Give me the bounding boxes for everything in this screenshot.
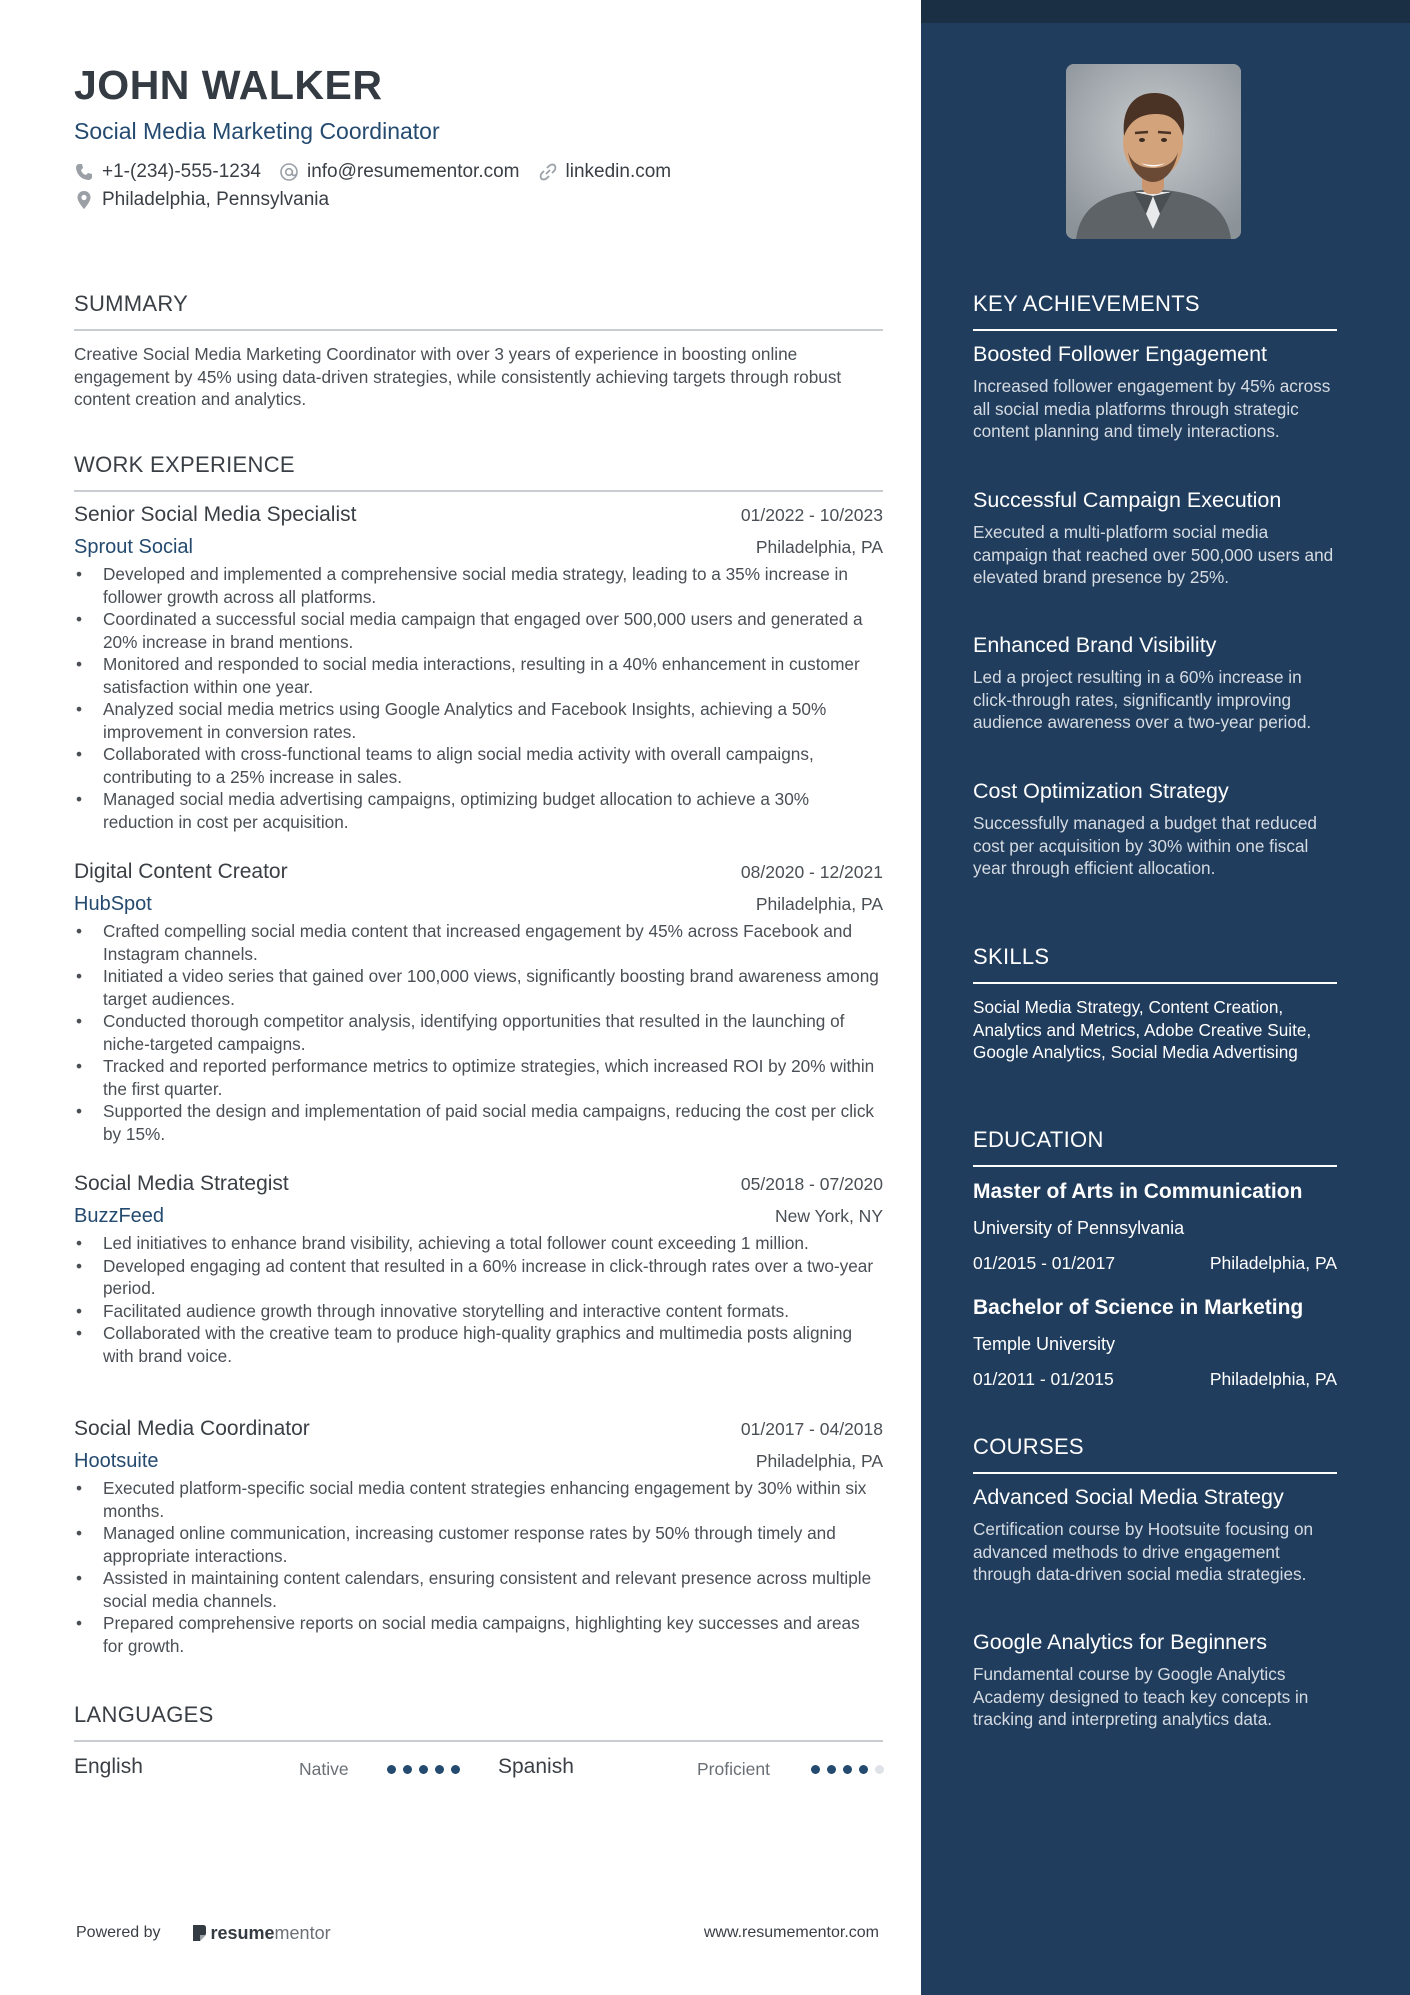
link-icon	[538, 162, 558, 182]
education-item	[973, 1296, 1337, 1390]
course-title: Google Analytics for Beginners	[973, 1630, 1267, 1654]
bullet-item: • Analyzed social media metrics using Google Analytics and Facebook Insights, achieving a 50% improvement in conversion rates.	[74, 698, 883, 743]
bullet-item: • Executed platform-specific social media content strategies enhancing engagement by 30% within six months.	[74, 1477, 883, 1522]
bullet-item: • Collaborated with cross-functional teams to align social media activity with overall campaigns, contributing to a 25% increase in sales.	[74, 743, 883, 788]
summary-text: Creative Social Media Marketing Coordinator with over 3 years of experience in boosting online engagement by 45% using data-driven strategies, while consistently achieving targets through robust content creation and analytics.	[74, 344, 842, 409]
achievements-heading: KEY ACHIEVEMENTS	[973, 291, 1337, 331]
job-company: HubSpot	[74, 893, 152, 915]
bullet-item: • Managed social media advertising campaigns, optimizing budget allocation to achieve a 30% reduction in cost per acquisition.	[74, 788, 883, 833]
job-role: Digital Content Creator	[74, 860, 288, 883]
job-bullets	[74, 563, 883, 833]
bullet-item: • Led initiatives to enhance brand visibility, achieving a total follower count exceeding 1 million.	[74, 1232, 883, 1255]
contact-row-1	[74, 161, 689, 183]
achievement-item	[973, 342, 1337, 443]
bullet-item: • Prepared comprehensive reports on social media campaigns, highlighting key successes and areas for growth.	[74, 1612, 883, 1657]
resumementor-logo-icon	[191, 1924, 207, 1942]
profile-photo	[1066, 64, 1241, 239]
education-school: University of Pennsylvania	[973, 1218, 1185, 1238]
job-entry	[74, 503, 883, 833]
footer-website[interactable]: www.resumementor.com	[703, 1924, 879, 1941]
job-entry	[74, 1417, 883, 1657]
job-dates: 01/2017 - 04/2018	[740, 1419, 883, 1439]
language-name: English	[74, 1755, 143, 1778]
job-role: Social Media Coordinator	[74, 1417, 310, 1440]
skills-text: Social Media Strategy, Content Creation, Analytics and Metrics, Adobe Creative Suite, Google Analytics, Social Media Advertising	[973, 997, 1312, 1062]
rating-dot-filled	[859, 1765, 868, 1774]
course-desc: Fundamental course by Google Analytics Academy designed to teach key concepts in tracking and interpreting analytics data.	[973, 1664, 1309, 1729]
contact-location	[74, 189, 329, 211]
contact-linkedin[interactable]	[538, 161, 672, 183]
achievement-title: Successful Campaign Execution	[973, 488, 1282, 512]
languages-row	[74, 1755, 883, 1785]
rating-dot-filled	[843, 1765, 852, 1774]
profile-photo-illustration	[1066, 64, 1241, 239]
bullet-item: • Supported the design and implementation of paid social media campaigns, reducing the cost per click by 15%.	[74, 1100, 883, 1145]
course-desc: Certification course by Hootsuite focusing on advanced methods to drive engagement through data-driven social media strategies.	[973, 1519, 1314, 1584]
job-entry	[74, 1172, 883, 1367]
languages-heading: LANGUAGES	[74, 1702, 883, 1742]
footer	[76, 1918, 879, 1948]
job-bullets	[74, 1477, 883, 1657]
phone-icon	[74, 162, 94, 182]
education-dates: 01/2011 - 01/2015	[973, 1369, 1114, 1389]
job-dates: 08/2020 - 12/2021	[740, 862, 883, 882]
bullet-item: • Conducted thorough competitor analysis, identifying opportunities that resulted in the launching of niche-targeted campaigns.	[74, 1010, 883, 1055]
rating-dot-filled	[419, 1765, 428, 1774]
language-rating	[387, 1765, 467, 1774]
experience-heading: WORK EXPERIENCE	[74, 452, 883, 492]
rating-dot-filled	[435, 1765, 444, 1774]
sidebar-top-strip	[921, 0, 1410, 23]
education-dates: 01/2015 - 01/2017	[973, 1253, 1116, 1273]
location-pin-icon	[74, 190, 94, 210]
education-heading: EDUCATION	[973, 1127, 1337, 1167]
education-location: Philadelphia, PA	[1209, 1253, 1337, 1273]
achievement-desc: Increased follower engagement by 45% across all social media platforms through strategic content planning and timely interactions.	[973, 376, 1331, 441]
job-dates: 05/2018 - 07/2020	[740, 1174, 883, 1194]
job-company: Hootsuite	[74, 1450, 159, 1472]
job-bullets	[74, 1232, 883, 1367]
achievement-desc: Led a project resulting in a 60% increase in click-through rates, significantly improving audience awareness over a two-year period.	[973, 667, 1312, 732]
education-location: Philadelphia, PA	[1209, 1369, 1337, 1389]
rating-dot-filled	[451, 1765, 460, 1774]
job-company: Sprout Social	[74, 536, 193, 558]
email-text: info@resumementor.com	[306, 161, 520, 182]
rating-dot-filled	[403, 1765, 412, 1774]
achievement-desc: Successfully managed a budget that reduced cost per acquisition by 30% within one fiscal year through efficient allocation.	[973, 813, 1317, 878]
achievement-desc: Executed a multi-platform social media campaign that reached over 500,000 users and elevated brand presence by 25%.	[973, 522, 1334, 587]
bullet-item: • Collaborated with the creative team to produce high-quality graphics and multimedia posts aligning with brand voice.	[74, 1322, 883, 1367]
language-rating	[811, 1765, 891, 1774]
rating-dot-filled	[827, 1765, 836, 1774]
location-text: Philadelphia, Pennsylvania	[102, 189, 330, 210]
rating-dot-filled	[387, 1765, 396, 1774]
job-company: BuzzFeed	[74, 1205, 165, 1227]
bullet-item: • Initiated a video series that gained over 100,000 views, significantly boosting brand awareness among target audiences.	[74, 965, 883, 1010]
resumementor-logo[interactable]	[191, 1923, 331, 1944]
education-school: Temple University	[973, 1334, 1116, 1354]
brand-bold: resume	[210, 1922, 275, 1943]
course-item	[973, 1630, 1337, 1731]
achievement-title: Enhanced Brand Visibility	[973, 633, 1217, 657]
bullet-item: • Developed and implemented a comprehensive social media strategy, leading to a 35% increase in follower growth across all platforms.	[74, 563, 883, 608]
job-location: Philadelphia, PA	[755, 537, 883, 557]
contact-email[interactable]	[279, 161, 520, 183]
bullet-item: • Tracked and reported performance metrics to optimize strategies, which increased ROI by 20% within the first quarter.	[74, 1055, 883, 1100]
candidate-title: Social Media Marketing Coordinator	[74, 118, 440, 144]
bullet-item: • Assisted in maintaining content calendars, ensuring consistent and relevant presence across multiple social media channels.	[74, 1567, 883, 1612]
course-item	[973, 1485, 1337, 1586]
job-role: Social Media Strategist	[74, 1172, 289, 1195]
rating-dot-empty	[875, 1765, 884, 1774]
at-sign-icon	[279, 162, 299, 182]
language-level: Proficient	[697, 1759, 770, 1779]
achievement-item	[973, 633, 1337, 734]
education-degree: Bachelor of Science in Marketing	[973, 1296, 1304, 1319]
course-title: Advanced Social Media Strategy	[973, 1485, 1284, 1509]
skills-heading: SKILLS	[973, 944, 1337, 984]
job-bullets	[74, 920, 883, 1145]
phone-text: +1-(234)-555-1234	[102, 161, 261, 182]
bullet-item: • Monitored and responded to social media interactions, resulting in a 40% enhancement in customer satisfaction within one year.	[74, 653, 883, 698]
achievement-title: Cost Optimization Strategy	[973, 779, 1229, 803]
bullet-item: • Developed engaging ad content that resulted in a 60% increase in click-through rates over a two-year period.	[74, 1255, 883, 1300]
bullet-item: • Managed online communication, increasing customer response rates by 50% through timely and appropriate interactions.	[74, 1522, 883, 1567]
bullet-item: • Crafted compelling social media content that increased engagement by 45% across Facebook and Instagram channels.	[74, 920, 883, 965]
powered-by	[76, 1923, 331, 1944]
achievement-title: Boosted Follower Engagement	[973, 342, 1268, 366]
education-item	[973, 1180, 1337, 1274]
achievement-item	[973, 779, 1337, 880]
language-level: Native	[299, 1759, 349, 1779]
rating-dot-filled	[811, 1765, 820, 1774]
job-location: Philadelphia, PA	[755, 894, 883, 914]
linkedin-text: linkedin.com	[565, 161, 672, 182]
achievement-item	[973, 488, 1337, 589]
contact-row-2	[74, 189, 347, 211]
bullet-item: • Facilitated audience growth through innovative storytelling and interactive content formats.	[74, 1300, 883, 1323]
job-entry	[74, 860, 883, 1145]
contact-phone[interactable]	[74, 161, 261, 183]
job-role: Senior Social Media Specialist	[74, 503, 357, 526]
sidebar	[921, 0, 1410, 1995]
job-dates: 01/2022 - 10/2023	[740, 505, 883, 525]
powered-by-label: Powered by	[76, 1924, 161, 1941]
courses-heading: COURSES	[973, 1434, 1337, 1474]
brand-light: mentor	[274, 1922, 331, 1943]
education-degree: Master of Arts in Communication	[973, 1180, 1303, 1203]
candidate-name: JOHN WALKER	[74, 62, 383, 108]
job-location: Philadelphia, PA	[755, 1451, 883, 1471]
job-location: New York, NY	[775, 1206, 883, 1226]
language-name: Spanish	[498, 1755, 574, 1778]
summary-heading: SUMMARY	[74, 291, 883, 331]
bullet-item: • Coordinated a successful social media campaign that engaged over 500,000 users and generated a 20% increase in brand mentions.	[74, 608, 883, 653]
